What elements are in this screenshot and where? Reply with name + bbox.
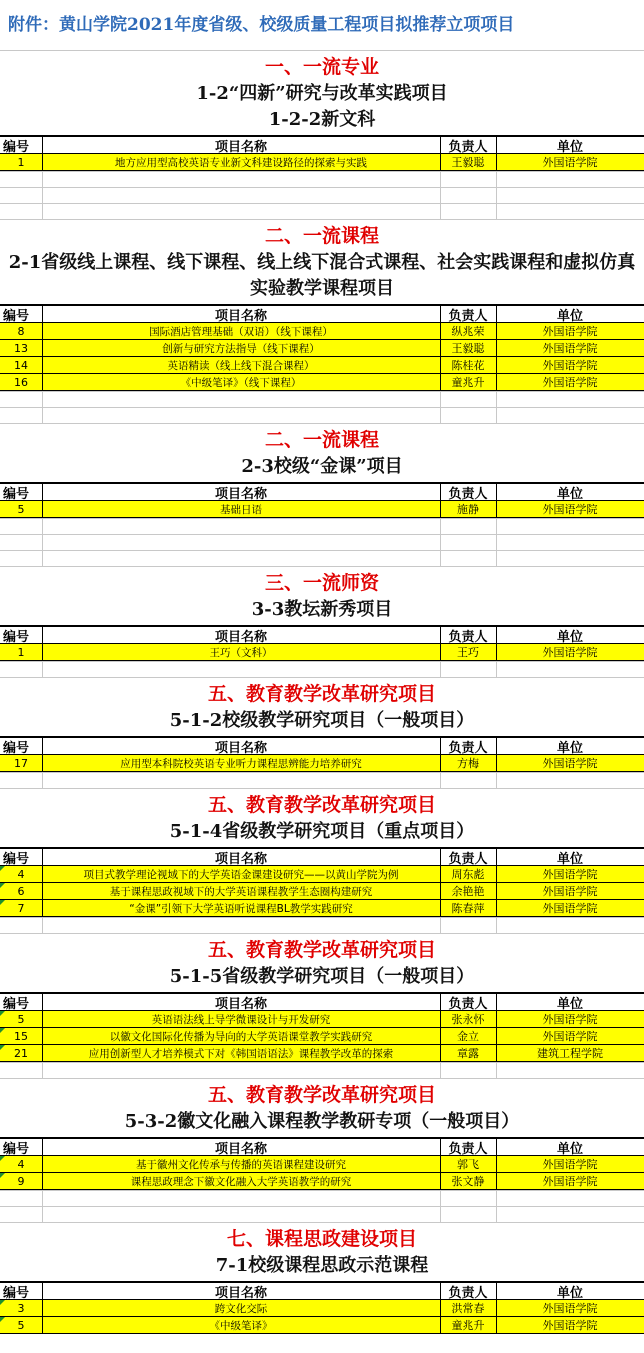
cell-leader: 余艳艳 [451, 885, 485, 898]
cell-leader: 金立 [457, 1030, 479, 1043]
column-header-leader: 负责人 [448, 740, 488, 754]
table-header [0, 993, 644, 1011]
category-title: 一、一流专业 [264, 56, 379, 78]
section-heading [0, 219, 644, 305]
subcategory-title: 5-1-5省级教学研究项目（一般项目） [169, 966, 475, 987]
cell-leader: 张文静 [451, 1175, 485, 1188]
column-header-leader: 负责人 [448, 486, 488, 500]
table-header [0, 1138, 644, 1156]
cell-divider [440, 662, 441, 677]
cell-leader: 洪常春 [451, 1302, 485, 1315]
table-row[interactable] [0, 356, 644, 374]
column-header-number: 编号 [3, 308, 30, 322]
table-row[interactable] [0, 1172, 644, 1190]
table-row[interactable] [0, 339, 644, 357]
cell-project-name: 国际酒店管理基础（双语）（线下课程） [149, 325, 333, 338]
cell-leader: 郭飞 [457, 1158, 479, 1171]
cell-divider [440, 392, 441, 407]
column-header-number: 编号 [3, 996, 30, 1010]
document-title: 附件：黄山学院2021年度省级、校级质量工程项目拟推荐立项项目 [0, 0, 644, 50]
empty-row [0, 1190, 644, 1206]
category-title: 二、一流课程 [264, 225, 379, 247]
cell-unit: 外国语学院 [542, 885, 598, 898]
table-header [0, 1282, 644, 1300]
cell-leader: 王毅聪 [451, 156, 485, 169]
section-heading [0, 1222, 644, 1282]
cell-divider [496, 1063, 497, 1078]
cell-project-name: 英语精读（线上线下混合课程） [167, 359, 315, 372]
section-heading [0, 788, 644, 848]
cell-unit: 外国语学院 [542, 1030, 598, 1043]
cell-unit: 外国语学院 [542, 1319, 598, 1332]
subcategory-title: 1-2-2新文科 [268, 109, 376, 130]
empty-row [0, 407, 644, 423]
category-title: 五、教育教学改革研究项目 [207, 683, 436, 705]
cell-divider [42, 535, 43, 550]
cell-project-name: 地方应用型高校英语专业新文科建设路径的探索与实践 [115, 156, 367, 169]
empty-row [0, 661, 644, 677]
cell-leader: 方梅 [457, 757, 479, 770]
column-header-unit: 单位 [556, 1141, 583, 1155]
cell-number: 21 [14, 1046, 28, 1060]
table-row[interactable] [0, 153, 644, 171]
table-row[interactable] [0, 1155, 644, 1173]
cell-number: 5 [17, 1012, 25, 1026]
cell-divider [496, 172, 497, 187]
cell-unit: 外国语学院 [542, 1175, 598, 1188]
cell-divider [42, 392, 43, 407]
cell-divider [496, 408, 497, 423]
section-heading [0, 933, 644, 993]
table-row[interactable] [0, 373, 644, 391]
empty-row [0, 518, 644, 534]
cell-number: 15 [14, 1029, 28, 1043]
cell-divider [42, 918, 43, 933]
cell-unit: 外国语学院 [542, 757, 598, 770]
column-header-leader: 负责人 [448, 1141, 488, 1155]
section-heading [0, 50, 644, 136]
cell-leader: 陈春萍 [451, 902, 485, 915]
column-header-unit: 单位 [556, 308, 583, 322]
cell-unit: 外国语学院 [542, 1302, 598, 1315]
cell-divider [496, 204, 497, 219]
cell-divider [440, 172, 441, 187]
column-header-unit: 单位 [556, 486, 583, 500]
table-header [0, 626, 644, 644]
empty-row [0, 534, 644, 550]
cell-leader: 纵兆荣 [451, 325, 485, 338]
empty-row [0, 772, 644, 788]
cell-divider [440, 551, 441, 566]
cell-number: 6 [17, 884, 25, 898]
cell-divider [440, 1063, 441, 1078]
cell-project-name: 基于徽州文化传承与传播的英语课程建设研究 [136, 1158, 346, 1171]
cell-number: 5 [17, 502, 25, 516]
cell-project-name: 基础日语 [220, 503, 262, 516]
cell-divider [42, 1207, 43, 1222]
cell-leader: 施静 [457, 503, 479, 516]
column-header-unit: 单位 [556, 740, 583, 754]
category-title: 二、一流课程 [264, 429, 379, 451]
cell-project-name: “金课”引领下大学英语听说课程BL教学实践研究 [129, 902, 353, 915]
table-header [0, 737, 644, 755]
cell-project-name: 跨文化交际 [214, 1302, 268, 1315]
cell-unit: 外国语学院 [542, 325, 598, 338]
cell-unit: 外国语学院 [542, 359, 598, 372]
column-header-leader: 负责人 [448, 629, 488, 643]
cell-divider [440, 918, 441, 933]
cell-divider [496, 1191, 497, 1206]
table-row[interactable] [0, 882, 644, 900]
cell-divider [496, 188, 497, 203]
cell-leader: 陈桂花 [451, 359, 485, 372]
cell-divider [496, 918, 497, 933]
cell-leader: 张永怀 [451, 1013, 485, 1026]
cell-project-name: 以徽文化国际化传播为导向的大学英语课堂教学实践研究 [109, 1030, 373, 1043]
cell-unit: 外国语学院 [542, 376, 598, 389]
cell-unit: 外国语学院 [542, 646, 598, 659]
cell-project-name: 课程思政理念下徽文化融入大学英语教学的研究 [130, 1175, 352, 1188]
column-header-leader: 负责人 [448, 851, 488, 865]
cell-divider [496, 519, 497, 534]
cell-project-name: 应用型本科院校英语专业听力课程思辨能力培养研究 [120, 757, 362, 770]
table-row[interactable] [0, 1010, 644, 1028]
cell-unit: 外国语学院 [542, 902, 598, 915]
cell-divider [496, 392, 497, 407]
cell-leader: 王毅聪 [451, 342, 485, 355]
table-row[interactable] [0, 500, 644, 518]
subcategory-title: 5-3-2徽文化融入课程教学教研专项（一般项目） [124, 1111, 520, 1132]
cell-number: 16 [14, 375, 28, 389]
column-header-project-name: 项目名称 [214, 851, 267, 865]
category-title: 七、课程思政建设项目 [226, 1228, 417, 1250]
cell-project-name: 基于课程思政视域下的大学英语课程教学生态圈构建研究 [109, 885, 373, 898]
cell-number: 1 [17, 645, 25, 659]
cell-divider [42, 172, 43, 187]
empty-row [0, 1062, 644, 1078]
cell-unit: 外国语学院 [542, 1158, 598, 1171]
cell-project-name: 创新与研究方法指导（线下课程） [162, 342, 320, 355]
cell-divider [42, 188, 43, 203]
table-row[interactable] [0, 865, 644, 883]
cell-leader: 周东彪 [451, 868, 485, 881]
category-title: 五、教育教学改革研究项目 [207, 794, 436, 816]
cell-number: 1 [17, 155, 25, 169]
subcategory-title: 2-1省级线上课程、线下课程、线上线下混合式课程、社会实践课程和虚拟仿真实验教学课程项目 [8, 252, 636, 299]
cell-divider [496, 535, 497, 550]
table-row[interactable] [0, 754, 644, 772]
subcategory-title: 7-1校级课程思政示范课程 [215, 1255, 429, 1276]
cell-divider [42, 662, 43, 677]
cell-number: 4 [17, 867, 25, 881]
cell-number: 13 [14, 341, 28, 355]
table-header [0, 305, 644, 323]
subcategory-title: 5-1-2校级教学研究项目（一般项目） [169, 710, 475, 731]
column-header-project-name: 项目名称 [214, 996, 267, 1010]
cell-number: 3 [17, 1301, 25, 1315]
cell-unit: 外国语学院 [542, 868, 598, 881]
cell-divider [440, 188, 441, 203]
cell-project-name: 应用创新型人才培养模式下对《韩国语语法》课程教学改革的探索 [88, 1047, 394, 1060]
category-title: 三、一流师资 [264, 572, 379, 594]
category-title: 五、教育教学改革研究项目 [207, 1084, 436, 1106]
cell-project-name: 王巧（文科） [209, 646, 273, 659]
section-heading [0, 677, 644, 737]
cell-divider [440, 408, 441, 423]
section-heading [0, 1078, 644, 1138]
section-heading [0, 566, 644, 626]
column-header-unit: 单位 [556, 1285, 583, 1299]
table-header [0, 848, 644, 866]
column-header-project-name: 项目名称 [214, 629, 267, 643]
cell-number: 17 [14, 756, 28, 770]
subcategory-title: 5-1-4省级教学研究项目（重点项目） [169, 821, 475, 842]
cell-divider [440, 1207, 441, 1222]
cell-divider [42, 204, 43, 219]
column-header-leader: 负责人 [448, 996, 488, 1010]
column-header-unit: 单位 [556, 629, 583, 643]
column-header-number: 编号 [3, 851, 30, 865]
cell-unit: 外国语学院 [542, 156, 598, 169]
cell-divider [496, 773, 497, 788]
empty-row [0, 203, 644, 219]
column-header-project-name: 项目名称 [214, 139, 267, 153]
cell-number: 7 [17, 901, 25, 915]
cell-divider [496, 662, 497, 677]
cell-divider [42, 519, 43, 534]
cell-divider [42, 1191, 43, 1206]
empty-row [0, 391, 644, 407]
cell-number: 5 [17, 1318, 25, 1332]
cell-number: 9 [17, 1174, 25, 1188]
empty-row [0, 187, 644, 203]
section-heading [0, 423, 644, 483]
cell-number: 8 [17, 324, 25, 338]
table-row[interactable] [0, 322, 644, 340]
category-title: 五、教育教学改革研究项目 [207, 939, 436, 961]
empty-row [0, 171, 644, 187]
cell-divider [440, 1191, 441, 1206]
table-row[interactable] [0, 1299, 644, 1317]
cell-leader: 童兆升 [451, 376, 485, 389]
column-header-project-name: 项目名称 [214, 308, 267, 322]
cell-divider [42, 1063, 43, 1078]
cell-divider [440, 535, 441, 550]
cell-divider [440, 204, 441, 219]
table-row[interactable] [0, 1044, 644, 1062]
cell-unit: 外国语学院 [542, 503, 598, 516]
column-header-project-name: 项目名称 [214, 486, 267, 500]
column-header-project-name: 项目名称 [214, 1141, 267, 1155]
cell-leader: 童兆升 [451, 1319, 485, 1332]
table-row[interactable] [0, 1316, 644, 1334]
cell-unit: 外国语学院 [542, 1013, 598, 1026]
table-row[interactable] [0, 1027, 644, 1045]
cell-project-name: 《中级笔译》（线下课程） [180, 376, 302, 389]
cell-unit: 建筑工程学院 [537, 1047, 603, 1060]
column-header-number: 编号 [3, 629, 30, 643]
table-header [0, 483, 644, 501]
cell-leader: 章露 [457, 1047, 479, 1060]
column-header-number: 编号 [3, 139, 30, 153]
column-header-project-name: 项目名称 [214, 1285, 267, 1299]
cell-divider [496, 551, 497, 566]
cell-project-name: 项目式教学理论视域下的大学英语金课建设研究——以黄山学院为例 [83, 868, 399, 881]
table-row[interactable] [0, 899, 644, 917]
column-header-number: 编号 [3, 1285, 30, 1299]
column-header-unit: 单位 [556, 851, 583, 865]
empty-row [0, 550, 644, 566]
column-header-project-name: 项目名称 [214, 740, 267, 754]
column-header-leader: 负责人 [448, 308, 488, 322]
cell-divider [440, 773, 441, 788]
subcategory-title: 3-3教坛新秀项目 [251, 599, 393, 620]
table-header [0, 136, 644, 154]
empty-row [0, 917, 644, 933]
cell-project-name: 《中级笔译》 [209, 1319, 273, 1332]
sections-container [0, 50, 644, 1334]
cell-number: 14 [14, 358, 28, 372]
cell-number: 4 [17, 1157, 25, 1171]
cell-unit: 外国语学院 [542, 342, 598, 355]
cell-divider [42, 408, 43, 423]
cell-leader: 王巧 [457, 646, 479, 659]
column-header-unit: 单位 [556, 139, 583, 153]
column-header-number: 编号 [3, 486, 30, 500]
column-header-number: 编号 [3, 1141, 30, 1155]
subcategory-title: 1-2“四新”研究与改革实践项目 [196, 83, 448, 104]
cell-divider [440, 519, 441, 534]
subcategory-title: 2-3校级“金课”项目 [241, 456, 403, 477]
column-header-leader: 负责人 [448, 1285, 488, 1299]
cell-divider [42, 773, 43, 788]
column-header-unit: 单位 [556, 996, 583, 1010]
cell-project-name: 英语语法线上导学微课设计与开发研究 [151, 1013, 331, 1026]
cell-divider [42, 551, 43, 566]
cell-divider [496, 1207, 497, 1222]
column-header-leader: 负责人 [448, 139, 488, 153]
column-header-number: 编号 [3, 740, 30, 754]
table-row[interactable] [0, 643, 644, 661]
empty-row [0, 1206, 644, 1222]
